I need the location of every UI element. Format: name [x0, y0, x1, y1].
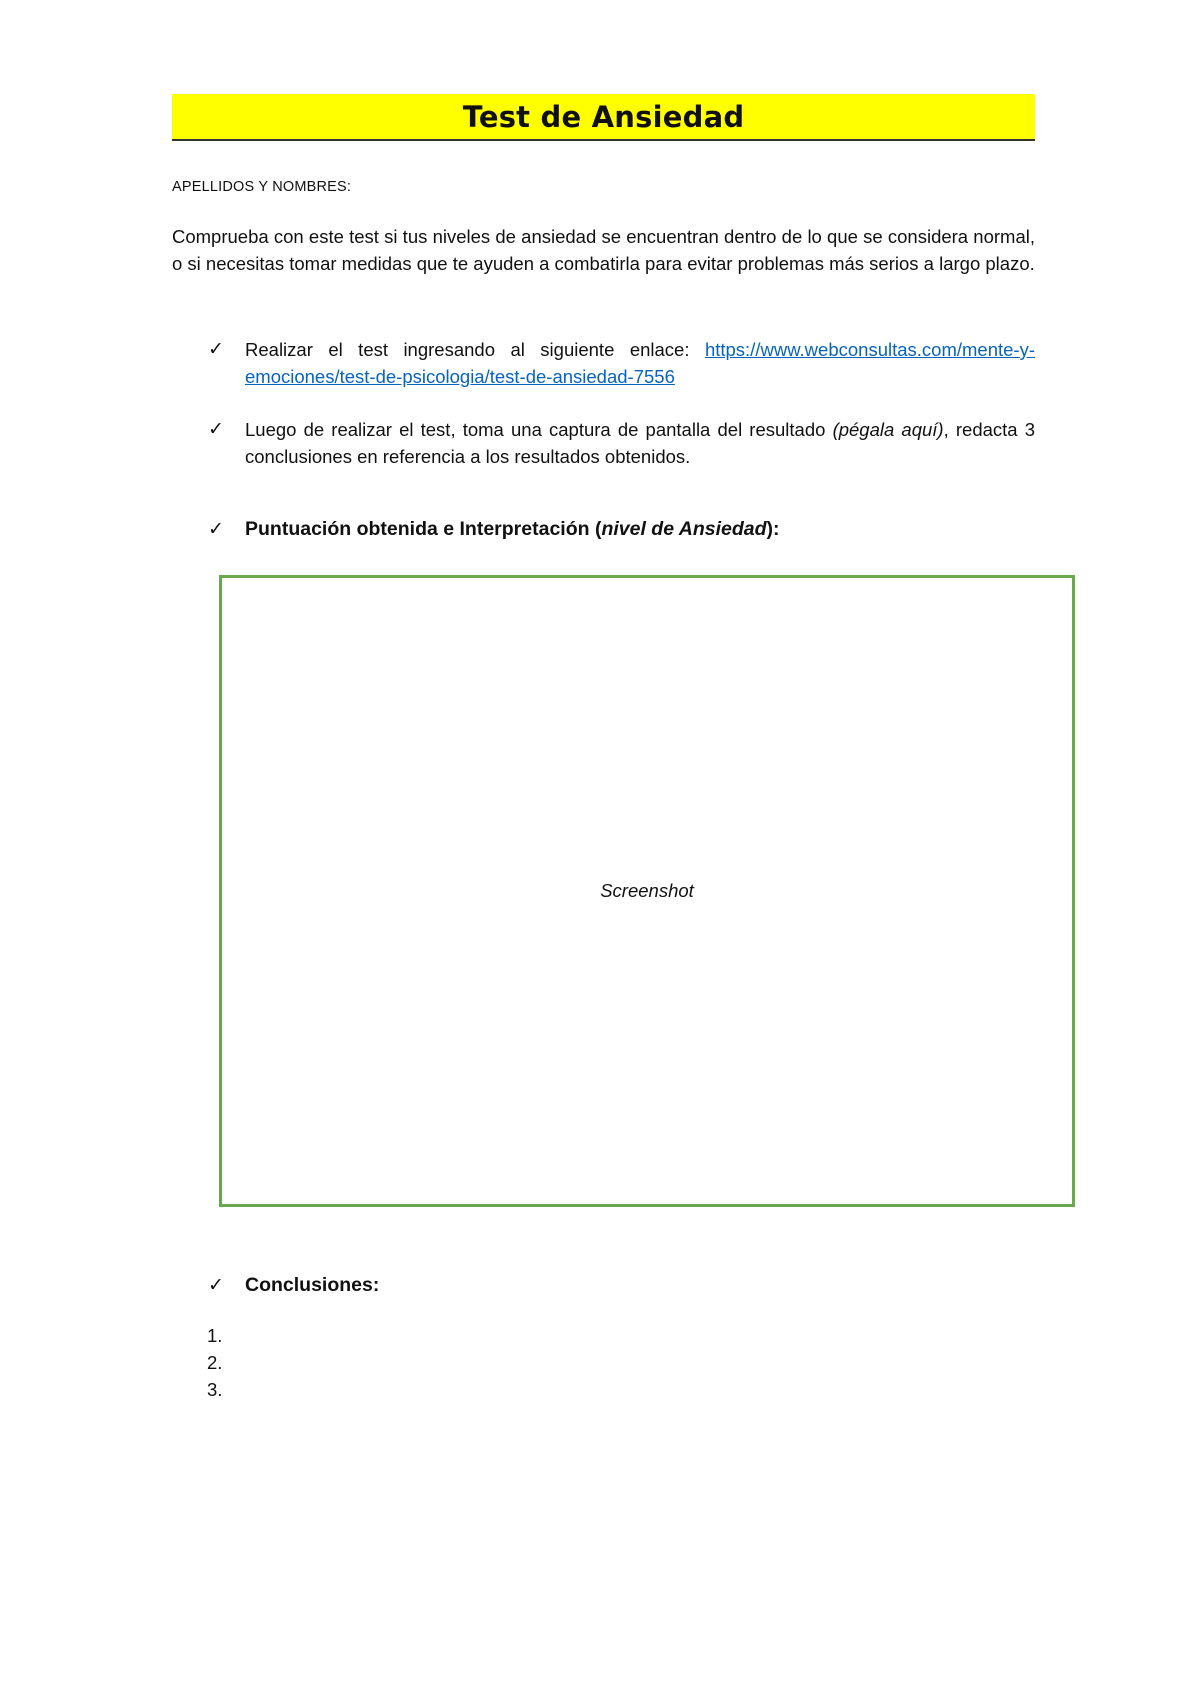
test-link[interactable]: https://www.webconsultas.com/mente-y-emociones/test-de-psicologia/test-de-ansiedad-7556	[245, 339, 1035, 387]
list-item[interactable]: 2.	[207, 1352, 223, 1373]
instruction-item-1	[172, 336, 1035, 392]
screenshot-placeholder[interactable]	[219, 575, 1075, 1207]
paste-here-note: (pégala aquí)	[832, 419, 944, 440]
score-heading	[245, 516, 1035, 543]
score-heading-prefix: Puntuación obtenida e Interpretación (	[245, 518, 602, 540]
checkmark-icon: ✓	[208, 518, 224, 540]
score-heading-item	[172, 516, 1035, 546]
checkmark-icon: ✓	[208, 1274, 224, 1296]
instruction-1-text: Realizar el test ingresando al siguiente enlace:	[245, 339, 705, 360]
list-item[interactable]: 1.	[207, 1325, 223, 1346]
conclusions-list	[207, 1322, 222, 1403]
page-title: Test de Ansiedad	[462, 99, 745, 134]
conclusions-heading-item	[172, 1272, 1035, 1302]
list-item[interactable]: 3.	[207, 1379, 223, 1400]
instruction-text-2	[245, 416, 1035, 470]
name-field-label: APELLIDOS Y NOMBRES:	[172, 179, 352, 195]
screenshot-label: Screenshot	[600, 880, 694, 901]
intro-paragraph: Comprueba con este test si tus niveles de ansiedad se encuentran dentro de lo que se considera normal, o si necesitas tomar medidas que te ayuden a combatirla para evitar problemas más serios a largo plazo.	[172, 226, 1035, 274]
instruction-2-text-after: , redacta 3 conclusiones en referencia a los resultados obtenidos.	[245, 419, 1036, 467]
checkmark-icon: ✓	[208, 418, 224, 440]
instruction-text-1	[245, 336, 1035, 390]
instruction-item-2	[172, 416, 1035, 472]
instruction-2-text-before: Luego de realizar el test, toma una captura de pantalla del resultado	[245, 419, 833, 440]
title-banner	[172, 94, 1035, 141]
score-heading-suffix: ):	[766, 518, 780, 540]
checkmark-icon: ✓	[208, 338, 224, 360]
score-heading-italic: nivel de Ansiedad	[601, 518, 767, 540]
conclusions-heading: Conclusiones:	[245, 1274, 380, 1296]
